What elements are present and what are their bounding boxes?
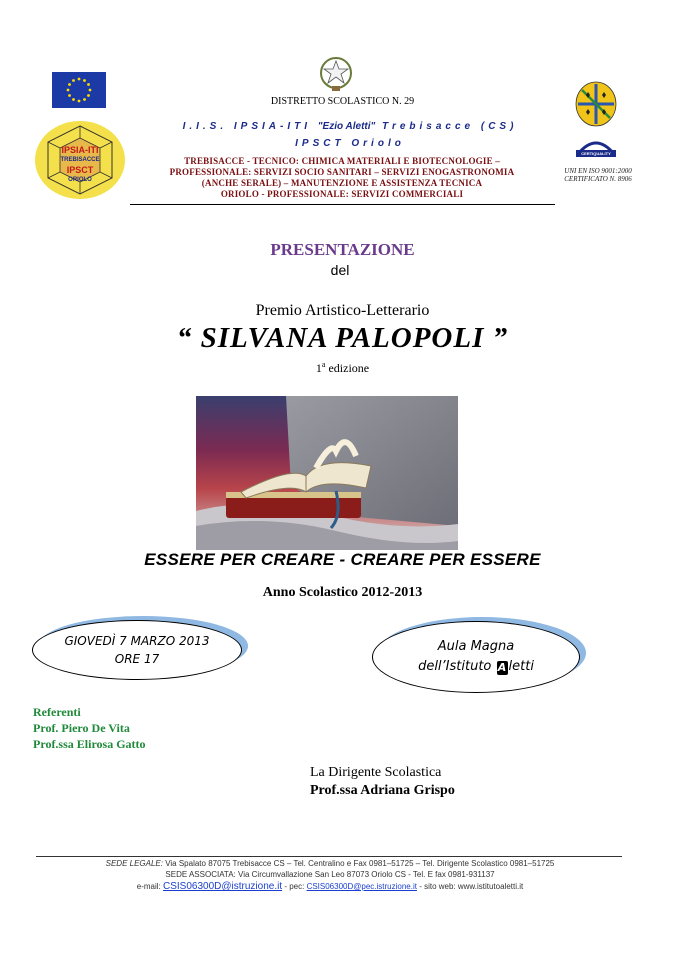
logo-text-small: ORIOLO bbox=[68, 177, 92, 183]
footer-pec-label: - pec: bbox=[282, 882, 307, 891]
school-hexagon-logo bbox=[34, 120, 126, 200]
award-name: “ SILVANA PALOPOLI ” bbox=[176, 322, 509, 354]
calabria-region-crest bbox=[574, 80, 618, 128]
schools-line: (ANCHE SERALE) – MANUTENZIONE E ASSISTENZA TECNICA bbox=[201, 178, 483, 188]
event-time: ORE 17 bbox=[114, 652, 160, 666]
institute-line bbox=[150, 121, 550, 132]
schools-line: PROFESSIONALE: SERVIZI SOCIO SANITARI – SERVIZI ENOGASTRONOMIA bbox=[169, 167, 515, 177]
event-place-post: letti bbox=[508, 659, 534, 674]
footer-site: - sito web: www.istitutoaletti.it bbox=[416, 882, 524, 891]
presentation-heading: PRESENTAZIONE bbox=[270, 240, 415, 259]
edition-superscript: a bbox=[321, 360, 326, 369]
footer-legal bbox=[30, 859, 630, 868]
referents-title: Referenti bbox=[33, 705, 81, 719]
del-word: del bbox=[330, 262, 350, 278]
certiquality-logo bbox=[574, 136, 618, 160]
italian-republic-emblem bbox=[318, 55, 354, 93]
edition-label bbox=[260, 360, 425, 376]
cert-logo-text: CERTIQUALITY bbox=[581, 151, 611, 156]
iso-certificate-text bbox=[548, 167, 648, 183]
footer-divider bbox=[36, 856, 622, 857]
schools-list bbox=[132, 156, 552, 200]
district-label: DISTRETTO SCOLASTICO N. 29 bbox=[270, 96, 415, 107]
ipsct-line: IPSCT Oriolo bbox=[295, 138, 405, 149]
schools-line: ORIOLO - PROFESSIONALE: SERVIZI COMMERCIALI bbox=[220, 189, 464, 199]
cert-line: UNI EN ISO 9001:2000 bbox=[564, 167, 632, 175]
logo-text-bottom: IPSCT bbox=[66, 165, 94, 175]
referents-block bbox=[33, 704, 233, 752]
event-place-pre: dell’Istituto bbox=[418, 659, 496, 674]
event-date-ellipse bbox=[32, 620, 242, 680]
footer-legal-label: SEDE LEGALE: bbox=[105, 859, 163, 868]
director-name: Prof.ssa Adriana Grispo bbox=[310, 783, 455, 798]
eu-flag-logo bbox=[52, 72, 106, 108]
logo-text-top: IPSIA-ITI bbox=[61, 145, 99, 155]
header-divider bbox=[130, 204, 555, 205]
footer-email-label: e-mail: bbox=[136, 882, 163, 891]
institute-city: Trebisacce (CS) bbox=[382, 121, 518, 132]
schools-line: TREBISACCE - TECNICO: CHIMICA MATERIALI E BIOTECNOLOGIE – bbox=[184, 156, 500, 166]
cert-line: CERTIFICATO N. 8906 bbox=[564, 175, 632, 183]
edition-number: 1 bbox=[315, 361, 322, 375]
event-place-ellipse bbox=[372, 621, 580, 693]
event-date: GIOVEDÌ 7 MARZO 2013 bbox=[64, 634, 210, 648]
event-place-boxed-letter: A bbox=[497, 661, 507, 674]
footer-legal-details: Via Spalato 87075 Trebisacce CS – Tel. Centralino e Fax 0981–51725 – Tel. Dirigente Scolastico 0981–51725 bbox=[162, 859, 555, 868]
edition-word: edizione bbox=[325, 361, 370, 375]
institute-name: I.I.S. IPSIA-ITI bbox=[182, 121, 312, 132]
referent-name: Prof.ssa Elirosa Gatto bbox=[33, 737, 146, 751]
book-painting-image bbox=[196, 396, 458, 550]
footer-associated: SEDE ASSOCIATA: Via Circumvallazione San Leo 87073 Oriolo CS - Tel. E fax 0981-931137 bbox=[165, 870, 495, 879]
footer-pec-link[interactable]: CSIS06300D@pec.istruzione.it bbox=[306, 882, 417, 891]
institute-quote: "Ezio Aletti" bbox=[317, 121, 376, 132]
event-place-line2 bbox=[418, 657, 534, 677]
event-place-line1: Aula Magna bbox=[437, 639, 515, 654]
school-year: Anno Scolastico 2012-2013 bbox=[262, 585, 423, 600]
award-subtitle: Premio Artistico-Letterario bbox=[255, 302, 430, 319]
referent-name: Prof. Piero De Vita bbox=[33, 721, 130, 735]
footer-email-link[interactable]: CSIS06300D@istruzione.it bbox=[163, 881, 283, 892]
motto-text: ESSERE PER CREARE - CREARE PER ESSERE bbox=[144, 550, 541, 569]
logo-text-mid: TREBISACCE bbox=[60, 157, 100, 163]
footer-contacts bbox=[30, 881, 630, 892]
director-role: La Dirigente Scolastica bbox=[310, 765, 442, 780]
